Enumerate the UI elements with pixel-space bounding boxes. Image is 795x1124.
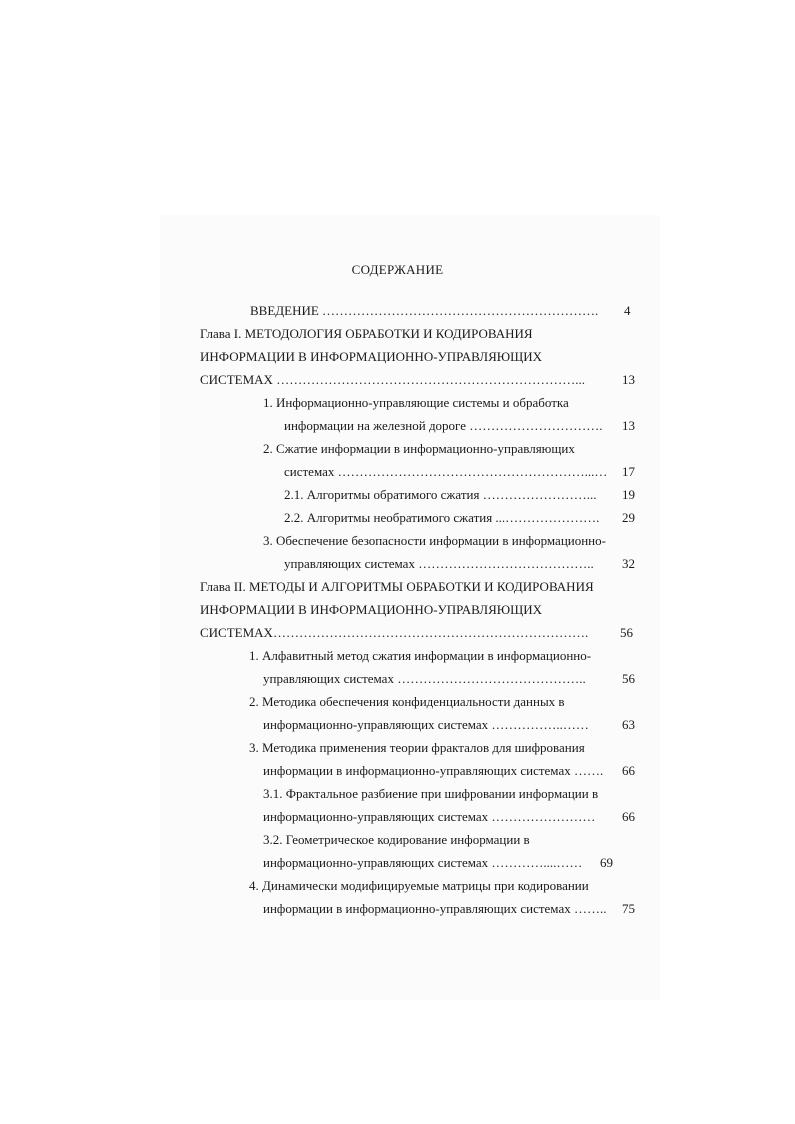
toc-line: ИНФОРМАЦИИ В ИНФОРМАЦИОННО-УПРАВЛЯЮЩИХ <box>200 349 542 364</box>
toc-line: управляющих системах …………………………………….. <box>263 671 586 686</box>
toc-page-number: 56 <box>622 671 635 686</box>
toc-line: СИСТЕМАХ ……………………………………………………………... <box>200 372 585 387</box>
toc-line: Глава II. МЕТОДЫ И АЛГОРИТМЫ ОБРАБОТКИ И КОДИРОВАНИЯ <box>200 579 594 594</box>
toc-page-number: 75 <box>622 901 635 916</box>
toc-line: 2.1. Алгоритмы обратимого сжатия ……………………... <box>284 487 597 502</box>
toc-line: информации в информационно-управляющих системах ……. <box>263 763 604 778</box>
toc-line: информационно-управляющих системах …………………… <box>263 809 596 824</box>
toc-line: ИНФОРМАЦИИ В ИНФОРМАЦИОННО-УПРАВЛЯЮЩИХ <box>200 602 542 617</box>
toc-page-number: 66 <box>622 809 635 824</box>
toc-page-number: 66 <box>622 763 635 778</box>
toc-line: 2. Методика обеспечения конфиденциальности данных в <box>249 694 565 709</box>
toc-line: системах …………………………………………………...… <box>284 464 608 479</box>
toc-line: СИСТЕМАХ………………………………………………………………. <box>200 625 589 640</box>
toc-line: информации на железной дороге …………………………. <box>284 418 603 433</box>
toc-page-number: 17 <box>622 464 635 479</box>
toc-line: 2. Сжатие информации в информационно-управляющих <box>263 441 575 456</box>
toc-line: информационно-управляющих системах ……………..…… <box>263 717 589 732</box>
toc-line: 1. Алфавитный метод сжатия информации в информационно- <box>249 648 592 663</box>
toc-page-number: 69 <box>600 855 613 870</box>
toc-page-number: 19 <box>622 487 635 502</box>
toc-line: 2.2. Алгоритмы необратимого сжатия ...…………………. <box>284 510 600 525</box>
toc-page-number: 4 <box>624 303 631 318</box>
toc-page-number: 13 <box>622 372 635 387</box>
toc-line: 3.1. Фрактальное разбиение при шифровании информации в <box>263 786 599 801</box>
toc-line: 3. Методика применения теории фракталов для шифрования <box>249 740 585 755</box>
toc-page-number: 63 <box>622 717 635 732</box>
toc-page-number: 32 <box>622 556 635 571</box>
toc-line: Глава I. МЕТОДОЛОГИЯ ОБРАБОТКИ И КОДИРОВАНИЯ <box>200 326 533 341</box>
toc-page-number: 29 <box>622 510 635 525</box>
toc-line: 1. Информационно-управляющие системы и обработка <box>263 395 569 410</box>
toc-line: информации в информационно-управляющих системах …….. <box>263 901 607 916</box>
toc-line: управляющих системах ………………………………….. <box>284 556 594 571</box>
toc-line: 4. Динамически модифицируемые матрицы при кодировании <box>249 878 589 893</box>
toc-page-number: 56 <box>620 625 633 640</box>
toc-line: ВВЕДЕНИЕ ………………………………………………………. <box>250 303 599 318</box>
toc-line: 3.2. Геометрическое кодирование информации в <box>263 832 530 847</box>
page-title: СОДЕРЖАНИЕ <box>351 262 444 277</box>
toc-page-number: 13 <box>622 418 635 433</box>
toc-line: информационно-управляющих системах …………....…… <box>263 855 583 870</box>
toc-line: 3. Обеспечение безопасности информации в информационно- <box>263 533 606 548</box>
